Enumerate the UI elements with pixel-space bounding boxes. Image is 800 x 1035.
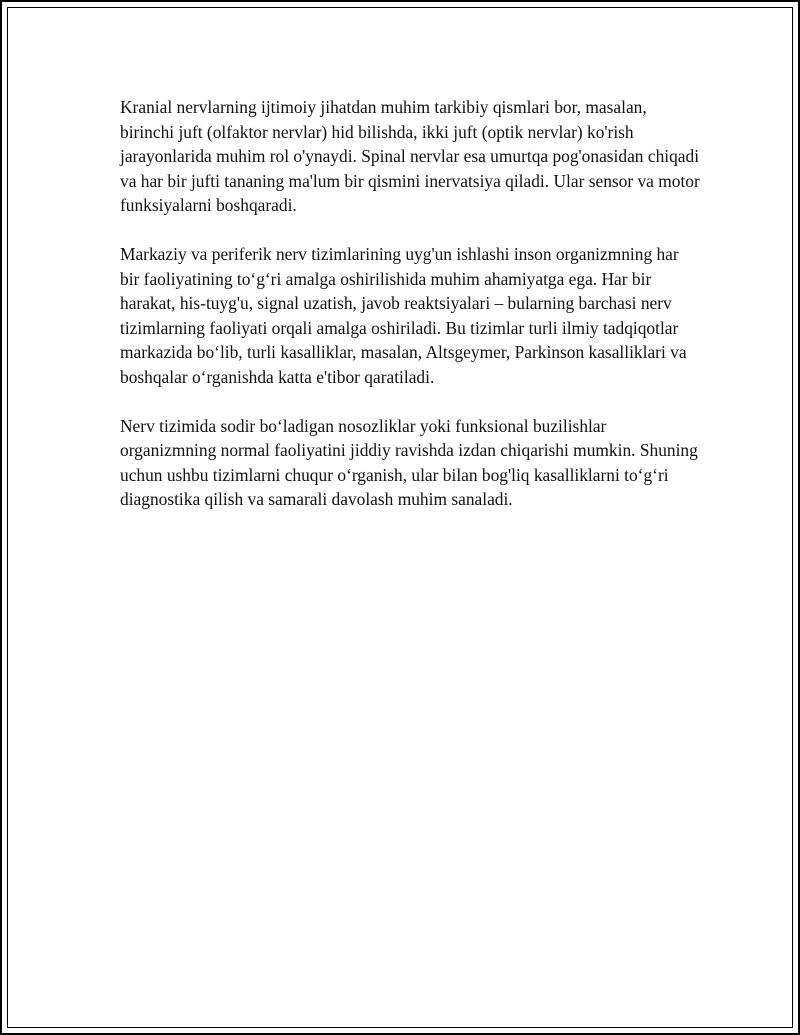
document-body bbox=[120, 95, 700, 536]
paragraph-nervous-systems: Markaziy va periferik nerv tizimlarining uyg'un ishlashi inson organizmning har bir faoliyatining to‘g‘ri amalga oshirilishida muhim ahamiyatga ega. Har bir harakat, his-tuyg'u, signal uzatish, javob reaktsiyalari – bularning barchasi nerv tizimlarning faoliyati orqali amalga oshiriladi. Bu tizimlar turli ilmiy tadqiqotlar markazida bo‘lib, turli kasalliklar, masalan, Altsgeymer, Parkinson kasalliklari va boshqalar o‘rganishda katta e'tibor qaratiladi. bbox=[120, 244, 687, 387]
paragraph-cranial-nerves: Kranial nervlarning ijtimoiy jihatdan muhim tarkibiy qismlari bor, masalan, birinchi juft (olfaktor nervlar) hid bilishda, ikki juft (optik nervlar) ko'rish jarayonlarida muhim rol o'ynaydi. Spinal nervlar esa umurtqa pog'onasidan chiqadi va har bir jufti tananing ma'lum bir qismini inervatsiya qiladi. Ular sensor va motor funksiyalarni boshqaradi. bbox=[120, 97, 700, 215]
paragraph-disorders: Nerv tizimida sodir bo‘ladigan nosozliklar yoki funksional buzilishlar organizmning normal faoliyatini jiddiy ravishda izdan chiqarishi mumkin. Shuning uchun ushbu tizimlarni chuqur o‘rganish, ular bilan bog'liq kasalliklarni to‘g‘ri diagnostika qilish va samarali davolash muhim sanaladi. bbox=[120, 415, 698, 509]
